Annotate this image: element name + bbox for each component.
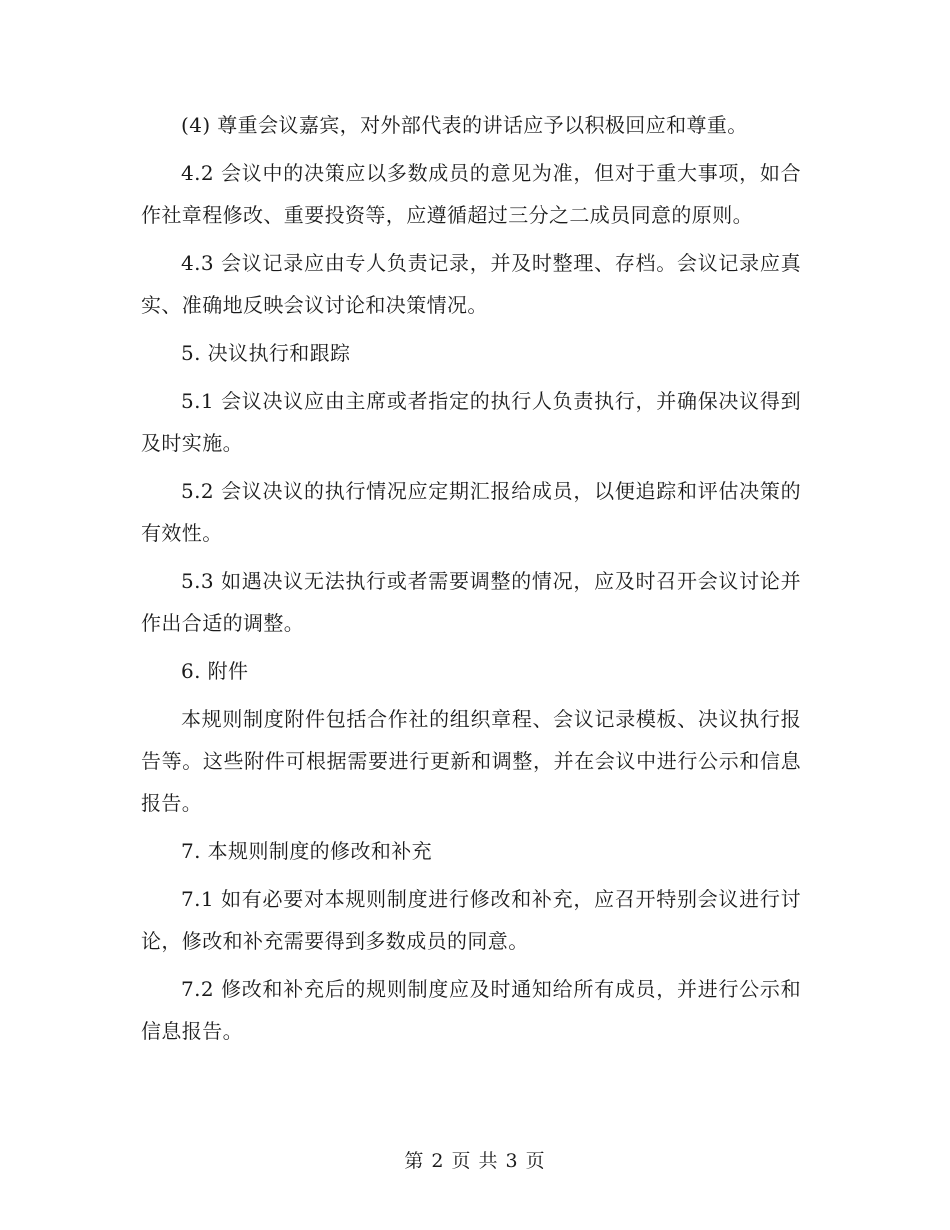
document-body (141, 104, 801, 1058)
paragraph: 4.3 会议记录应由专人负责记录，并及时整理、存档。会议记录应真实、准确地反映会议讨论和决策情况。 (141, 251, 801, 317)
section-heading: 5. 决议执行和跟踪 (181, 341, 351, 365)
paragraph: 4.2 会议中的决策应以多数成员的意见为准，但对于重大事项，如合作社章程修改、重要投资等，应遵循超过三分之二成员同意的原则。 (141, 161, 801, 227)
paragraph: 7.1 如有必要对本规则制度进行修改和补充，应召开特别会议进行讨论，修改和补充需要得到多数成员的同意。 (141, 887, 801, 953)
paragraph: (4) 尊重会议嘉宾，对外部代表的讲话应予以积极回应和尊重。 (181, 113, 748, 137)
paragraph: 7.2 修改和补充后的规则制度应及时通知给所有成员，并进行公示和信息报告。 (141, 977, 801, 1043)
paragraph: 5.3 如遇决议无法执行或者需要调整的情况，应及时召开会议讨论并作出合适的调整。 (141, 569, 801, 635)
paragraph: 5.1 会议决议应由主席或者指定的执行人负责执行，并确保决议得到及时实施。 (141, 389, 801, 455)
paragraph: 本规则制度附件包括合作社的组织章程、会议记录模板、决议执行报告等。这些附件可根据需要进行更新和调整，并在会议中进行公示和信息报告。 (141, 707, 801, 815)
section-heading: 6. 附件 (181, 659, 249, 683)
section-heading: 7. 本规则制度的修改和补充 (181, 839, 433, 863)
page-number-footer: 第 2 页 共 3 页 (404, 1150, 546, 1172)
paragraph: 5.2 会议决议的执行情况应定期汇报给成员，以便追踪和评估决策的有效性。 (141, 479, 801, 545)
